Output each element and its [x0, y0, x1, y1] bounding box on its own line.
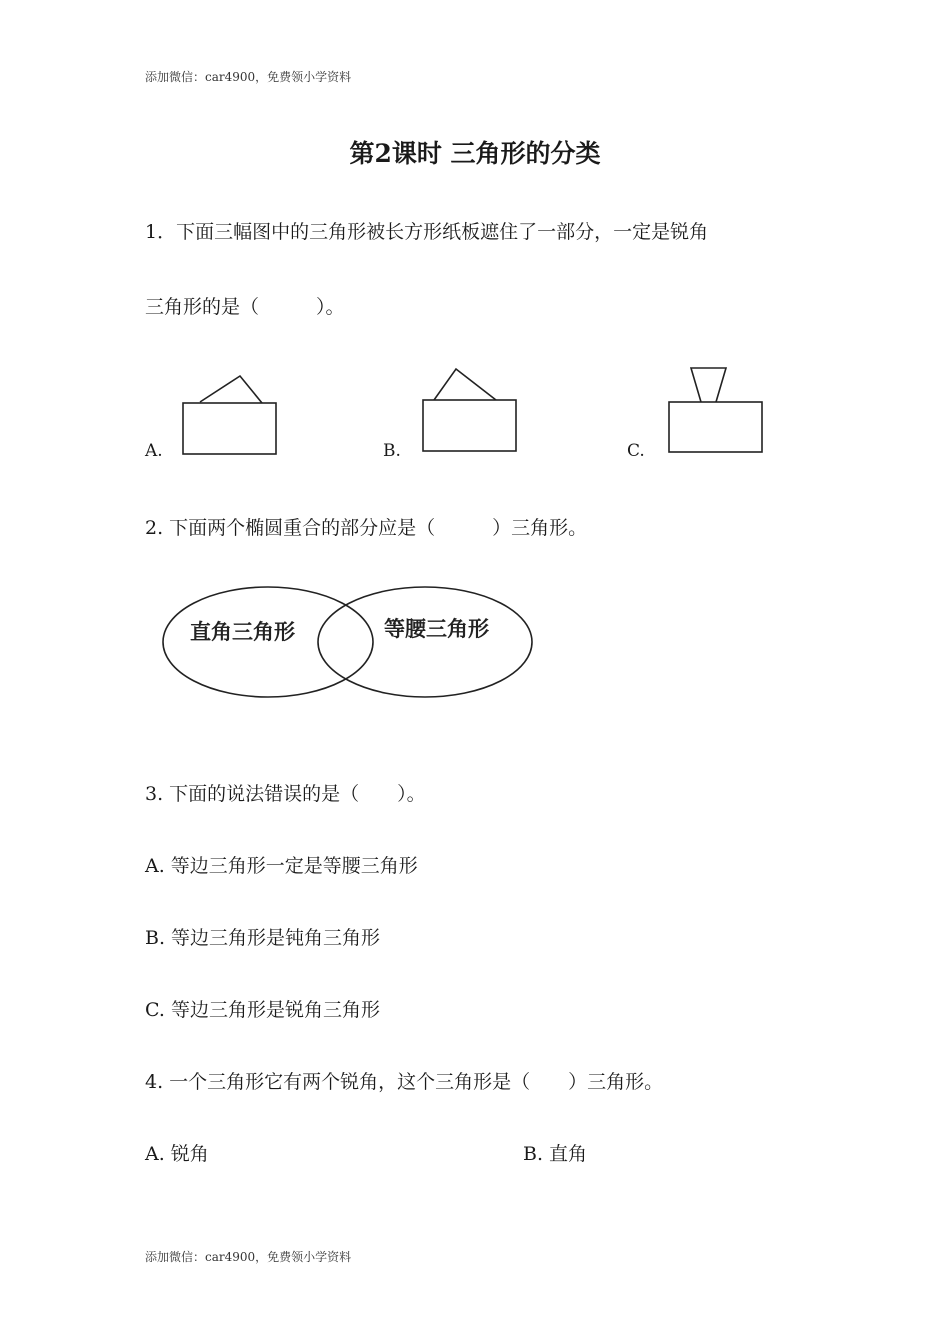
q1-b-rectangle: [423, 400, 516, 451]
q3-option-a: A. 等边三角形一定是等腰三角形: [145, 855, 418, 877]
q1-a-triangle: [200, 376, 262, 403]
q3-option-c: C. 等边三角形是锐角三角形: [145, 999, 380, 1021]
q1-option-a-label: A.: [145, 441, 163, 461]
q4-option-a: A. 锐角: [145, 1143, 209, 1165]
page-title: 第2课时 三角形的分类: [349, 139, 601, 168]
question-4-text: 4. 一个三角形它有两个锐角，这个三角形是（ ）三角形。: [145, 1071, 664, 1093]
q1-c-rectangle: [669, 402, 762, 452]
question-1-line-2: 三角形的是（ ）。: [145, 296, 345, 318]
q3-option-b: B. 等边三角形是钝角三角形: [145, 927, 381, 949]
venn-right-ellipse: [318, 587, 532, 697]
question-1-line-1: 1．下面三幅图中的三角形被长方形纸板遮住了一部分，一定是锐角: [145, 221, 709, 243]
q1-figure-c: [664, 364, 768, 456]
page-header: 添加微信：car4900，免费领小学资料: [145, 70, 352, 84]
question-2-text: 2. 下面两个椭圆重合的部分应是（ ）三角形。: [145, 517, 588, 539]
q4-option-b: B. 直角: [523, 1143, 588, 1165]
q2-venn-diagram: [158, 584, 538, 708]
q1-option-b-label: B.: [383, 441, 401, 461]
q1-option-c-label: C.: [627, 441, 645, 461]
q1-b-triangle: [434, 369, 496, 400]
q1-c-triangle: [691, 368, 726, 402]
q1-figure-b: [418, 364, 522, 456]
q1-figure-a: [178, 370, 282, 460]
q1-a-rectangle: [183, 403, 276, 454]
venn-left-label: 直角三角形: [190, 620, 295, 644]
question-3-text: 3. 下面的说法错误的是（ ）。: [145, 783, 426, 805]
page-footer: 添加微信：car4900，免费领小学资料: [145, 1250, 352, 1264]
venn-right-label: 等腰三角形: [384, 617, 489, 641]
